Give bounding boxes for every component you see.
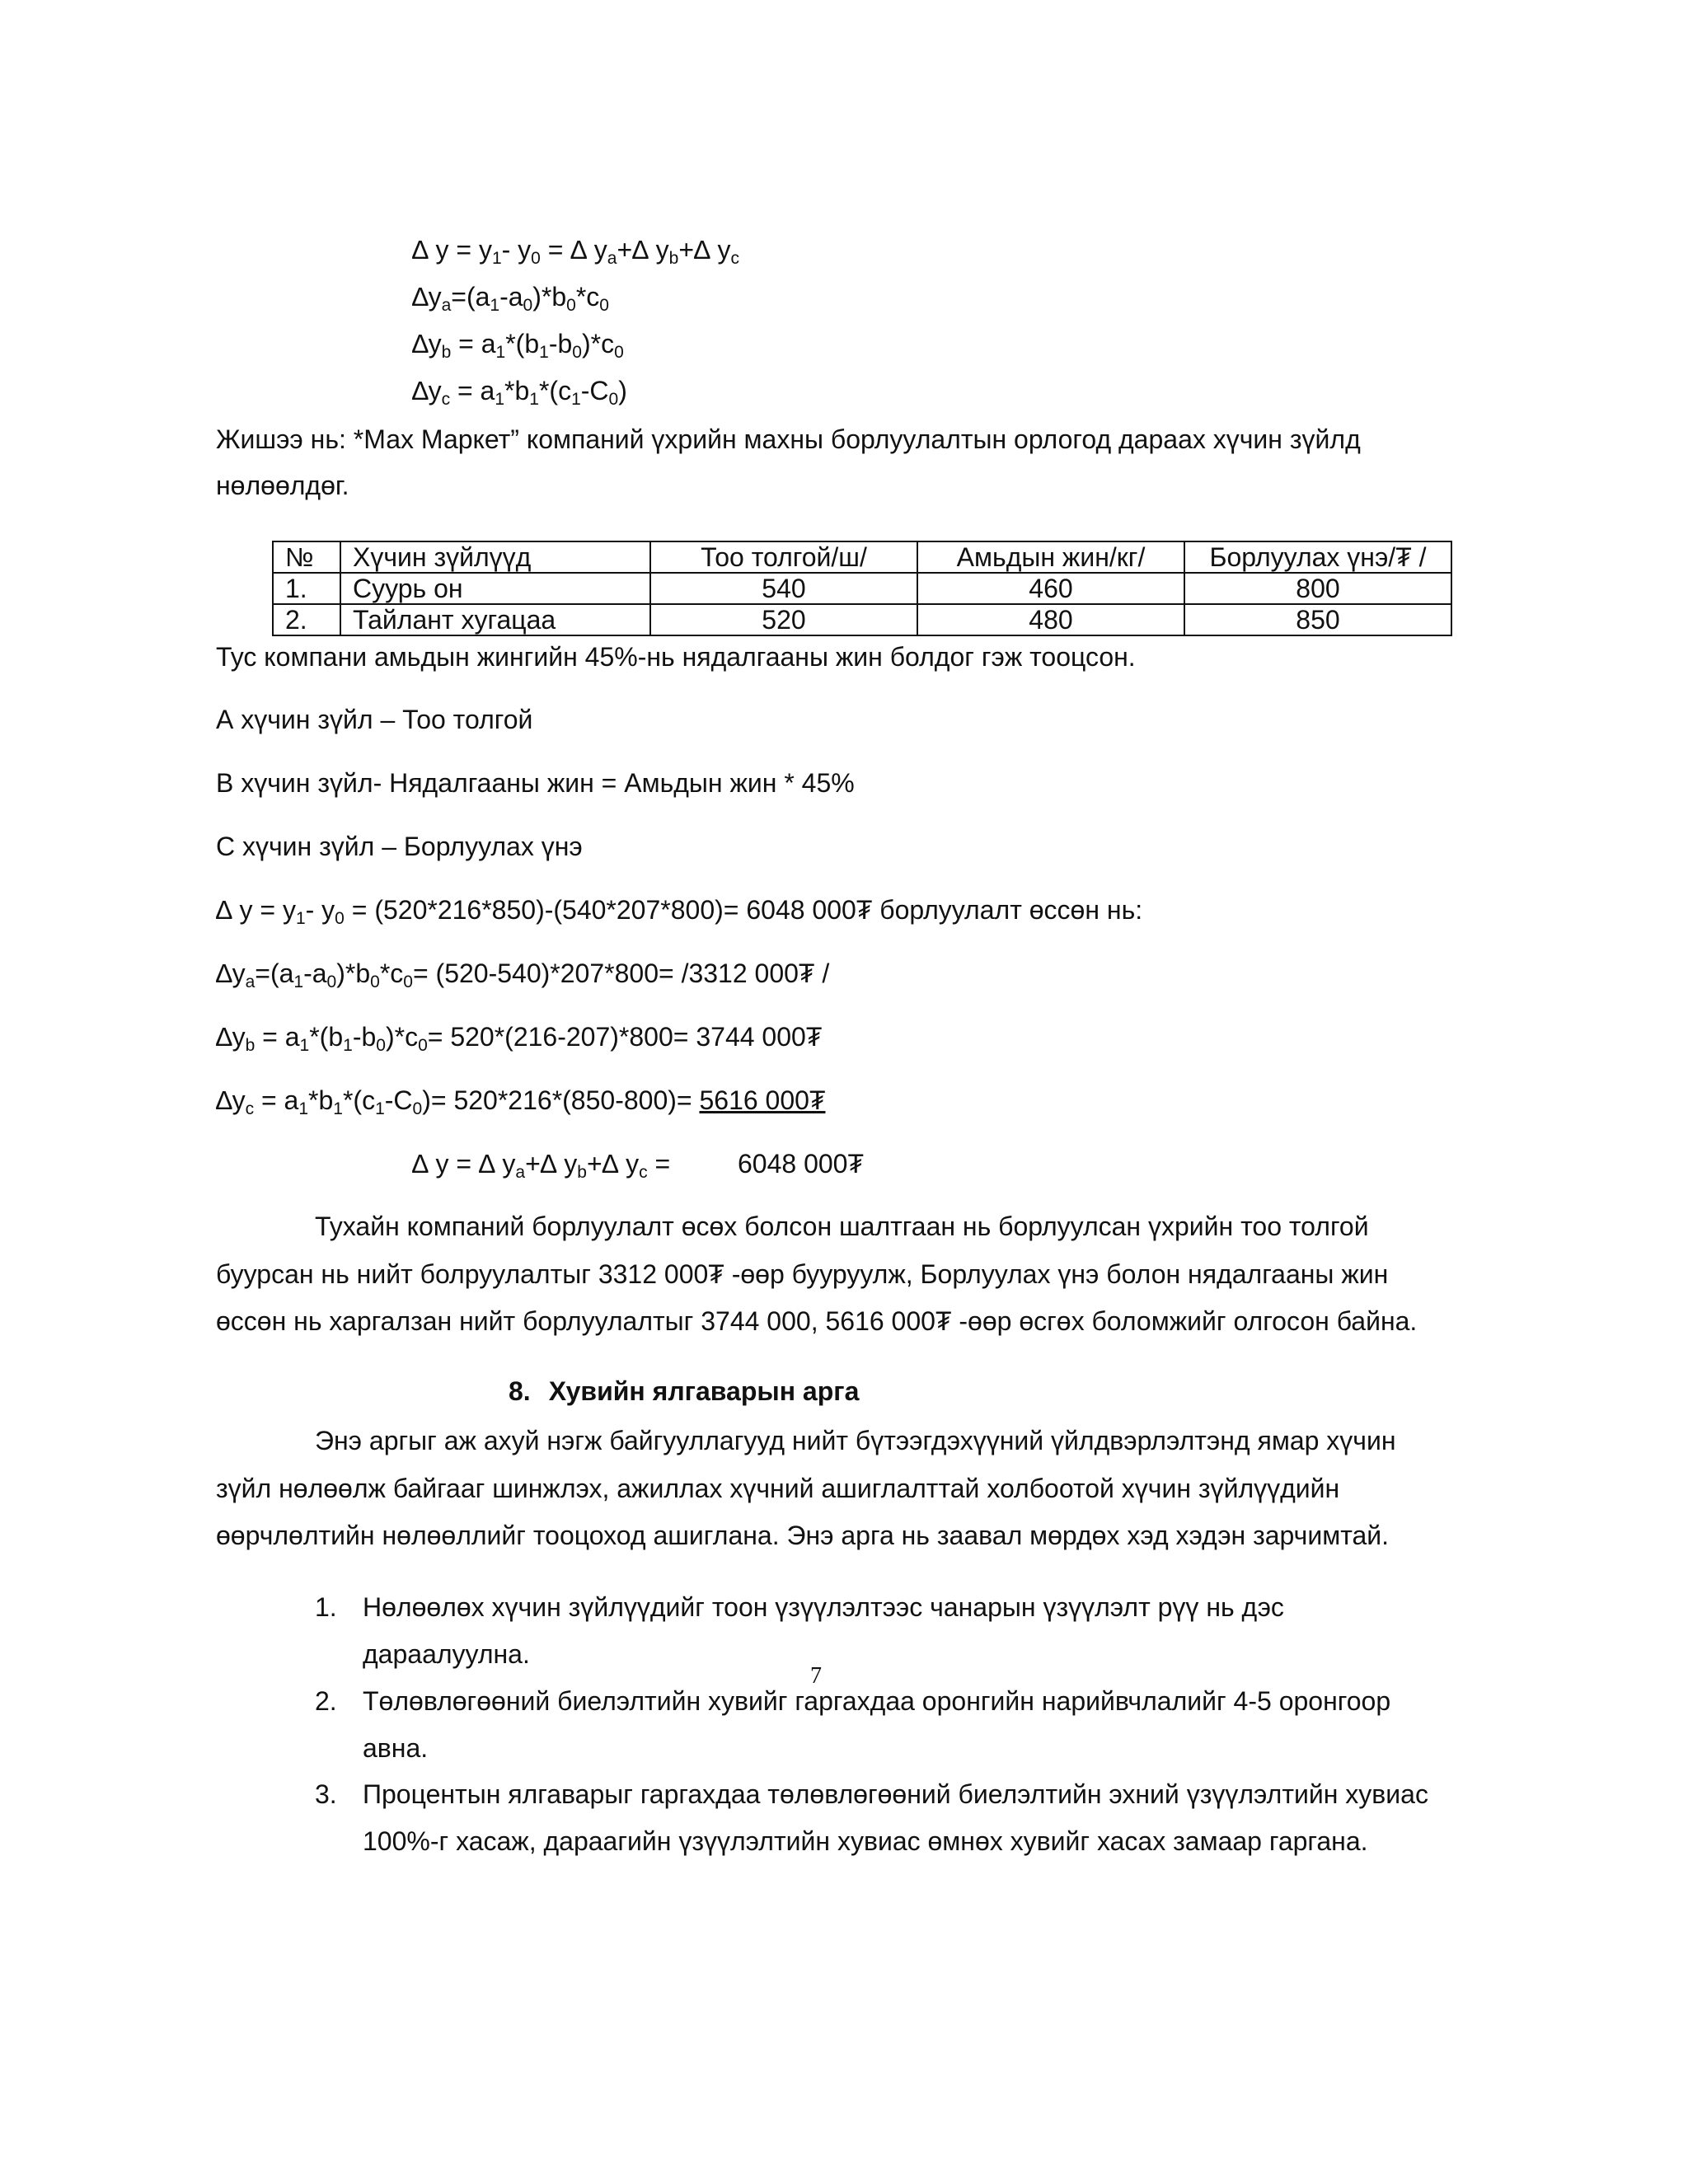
table-row xyxy=(273,604,1451,635)
list-item-number: 2. xyxy=(315,1686,337,1716)
list-item-continued: дараалуулна. xyxy=(363,1639,530,1669)
table-cell: 460 xyxy=(917,573,1184,604)
calc-delta-yb: $\Delta y_b = a_1*(b_1-b_0)*c_0= 520*(216-207)*800= 3744$ 000₮ xyxy=(216,1022,823,1055)
factors-table xyxy=(272,541,1452,636)
table-header-cell: № xyxy=(273,541,340,573)
formula-delta-yb: $\Delta y_b = a_1*(b_1-b_0)*c_0$ xyxy=(412,329,624,362)
conclusion-line: өссөн нь харгалзан нийт борлуулалтыг 3744 000, 5616 000₮ -өөр өсгөх боломжийг олгосон байна. xyxy=(216,1306,1418,1336)
factor-a-text: А хүчин зүйл – Тоо толгой xyxy=(216,705,533,734)
table-header-cell: Тоо толгой/ш/ xyxy=(650,541,917,573)
section-number: 8. xyxy=(509,1376,531,1406)
list-item-continued: 100%-г хасаж, дараагийн үзүүлэлтийн хувиас өмнөх хувийг хасах замаар гаргана. xyxy=(363,1826,1368,1856)
table-cell: 540 xyxy=(650,573,917,604)
list-item: Төлөвлөгөөний биелэлтийн хувийг гаргахдаа оронгийн нарийвчлалийг 4-5 оронгоор xyxy=(363,1686,1391,1716)
intro-line: Энэ аргыг аж ахуй нэгж байгууллагууд нийт бүтээгдэхүүний үйлдвэрлэлтэнд ямар хүчин xyxy=(315,1426,1396,1455)
table-cell: 850 xyxy=(1184,604,1451,635)
table-header-cell: Амьдын жин/кг/ xyxy=(917,541,1184,573)
calc-delta-ya: $\Delta y_a=(a_1-a_0)*b_0*c_0= (520-540)*207*800= /3312$ 000₮ / xyxy=(216,958,830,991)
conclusion-line: буурсан нь нийт болруулалтыг 3312 000₮ -өөр бууруулж, Борлуулах үнэ болон нядалгааны жин xyxy=(216,1259,1389,1289)
table-cell: 480 xyxy=(917,604,1184,635)
table-cell: 1. xyxy=(273,573,340,604)
calc-total-result: 6048 000₮ xyxy=(738,1149,865,1179)
example-text: Жишээ нь: *Мах Маркет” компаний үхрийн махны борлуулалтын орлогод дараах хүчин зүйлд xyxy=(216,424,1361,454)
section-title: Хувийн ялгаварын арга xyxy=(548,1376,860,1406)
table-cell: Суурь он xyxy=(340,573,650,604)
list-item-number: 1. xyxy=(315,1592,337,1622)
formula-delta-yc: $\Delta y_c = a_1*b_1*(c_1-C_0)$ xyxy=(412,376,627,409)
calc-total: ∆ y = ∆ $y_a+\Delta$ $y_b+\Delta$ $y_c$ = 6048 000₮ xyxy=(412,1149,865,1182)
list-item: Нөлөөлөх хүчин зүйлүүдийг тоон үзүүлэлтээс чанарын үзүүлэлт рүү нь дэс xyxy=(363,1592,1284,1622)
table-cell: 520 xyxy=(650,604,917,635)
conclusion-line: Тухайн компаний борлуулалт өсөх болсон шалтгаан нь борлуулсан үхрийн тоо толгой xyxy=(315,1212,1369,1241)
table-cell: 2. xyxy=(273,604,340,635)
table-header-cell: Хүчин зүйлүүд xyxy=(340,541,650,573)
formula-delta-ya: $\Delta y_a=(a_1-a_0)*b_0*c_0$ xyxy=(412,282,609,315)
list-item-number: 3. xyxy=(315,1779,337,1809)
table-row xyxy=(273,573,1451,604)
intro-line: өөрчлөлтийн нөлөөллийг тооцоход ашиглана. Энэ арга нь заавал мөрдөх хэд хэдэн зарчимтай. xyxy=(216,1521,1390,1550)
list-item: Процентын ялгаварыг гаргахдаа төлөвлөгөөний биелэлтийн эхний үзүүлэлтийн хувиас xyxy=(363,1779,1428,1809)
example-text-continued: нөлөөлдөг. xyxy=(216,471,349,500)
table-header-cell: Борлуулах үнэ/₮ / xyxy=(1184,541,1451,573)
section-heading xyxy=(509,1375,859,1408)
table-header-row xyxy=(273,541,1451,573)
calc-delta-y: ∆ $y = y_1-$ $y_0 = (520*216*850)-(540*207*800)= 6048$ 000₮ борлуулалт өссөн нь: xyxy=(216,895,1143,928)
intro-line: зүйл нөлөөлж байгааг шинжлэх, ажиллах хүчний ашиглалттай холбоотой хүчин зүйлүүдийн xyxy=(216,1474,1340,1503)
factor-b-text: В хүчин зүйл- Нядалгааны жин = Амьдын жин * 45% xyxy=(216,768,855,798)
list-item-continued: авна. xyxy=(363,1733,429,1763)
assumption-text: Тус компани амьдын жингийн 45%-нь нядалгааны жин болдог гэж тооцсон. xyxy=(216,642,1136,672)
factor-c-text: С хүчин зүйл – Борлуулах үнэ xyxy=(216,832,583,861)
table-cell: Тайлант хугацаа xyxy=(340,604,650,635)
page-number: 7 xyxy=(810,1663,822,1689)
calc-delta-yc-result: 5616 000₮ xyxy=(699,1085,826,1115)
formula-delta-y: ∆ $y = y_1-$ $y_0$ = ∆ $y_a+\Delta$ $y_b+\Delta$ $y_c$ xyxy=(412,235,739,268)
table-cell: 800 xyxy=(1184,573,1451,604)
calc-delta-yc: $\Delta y_c = a_1*b_1*(c_1-C_0)= 520*216*(850-800)= 5616$ 000₮ xyxy=(216,1085,826,1118)
